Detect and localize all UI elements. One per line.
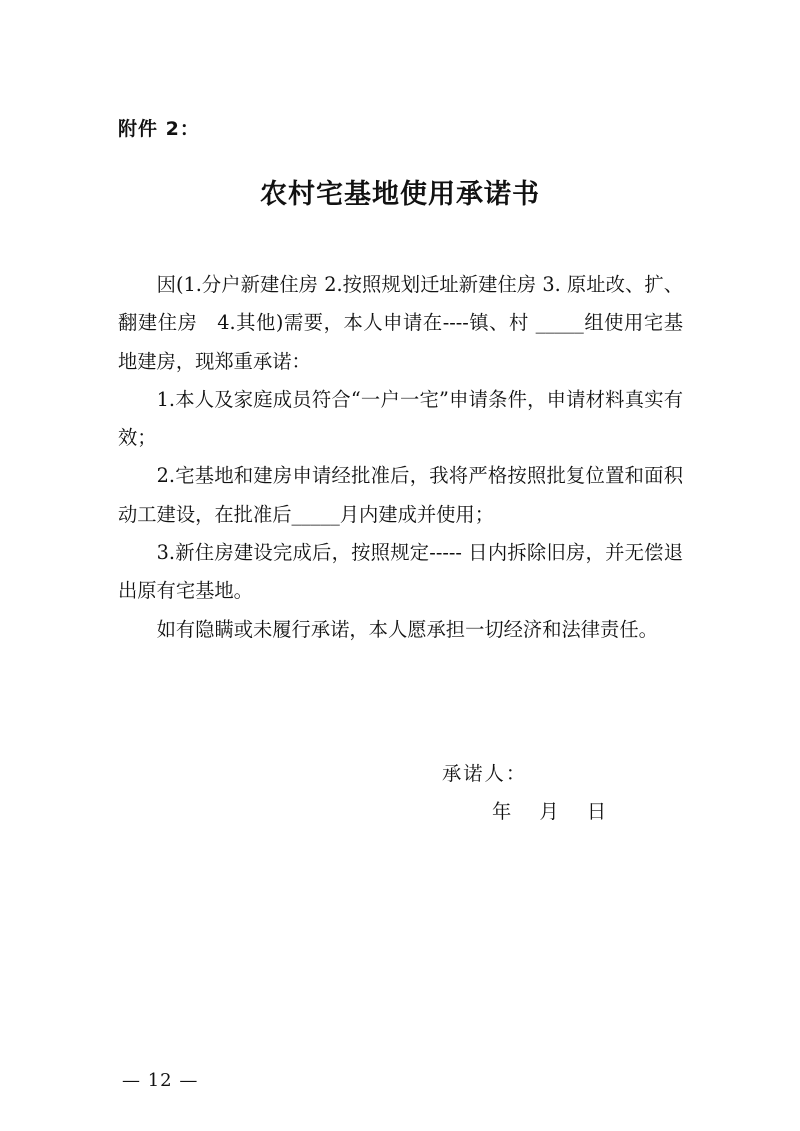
date-month: 月: [539, 800, 559, 823]
paragraph-closing: 如有隐瞒或未履行承诺，本人愿承担一切经济和法律责任。: [156, 617, 658, 641]
date-line: [492, 796, 628, 824]
date-day: 日: [586, 800, 607, 823]
document-title: 农村宅基地使用承诺书: [260, 179, 540, 210]
paragraph-intro: 因(1.分户新建住房 2.按照规划迁址新建住房 3. 原址改、扩、翻建住房 4.其他)需要，本人申请在----镇、村 _____组使用宅基地建房，现郑重承诺：: [118, 273, 683, 373]
attachment-label: 附件 2：: [118, 118, 200, 140]
date-year: 年: [492, 800, 512, 823]
document-body: [118, 266, 683, 649]
signer-label: 承诺人：: [442, 762, 528, 785]
paragraph-item-3: 3.新住房建设完成后，按照规定----- 日内拆除旧房，并无偿退出原有宅基地。: [118, 541, 683, 603]
paragraph-item-2: 2.宅基地和建房申请经批准后，我将严格按照批复位置和面积动工建设，在批准后_____月内建成并使用；: [118, 464, 683, 526]
page-number: — 12 —: [122, 1070, 199, 1091]
paragraph-item-1: 1.本人及家庭成员符合“一户一宅”申请条件，申请材料真实有效；: [118, 387, 683, 450]
